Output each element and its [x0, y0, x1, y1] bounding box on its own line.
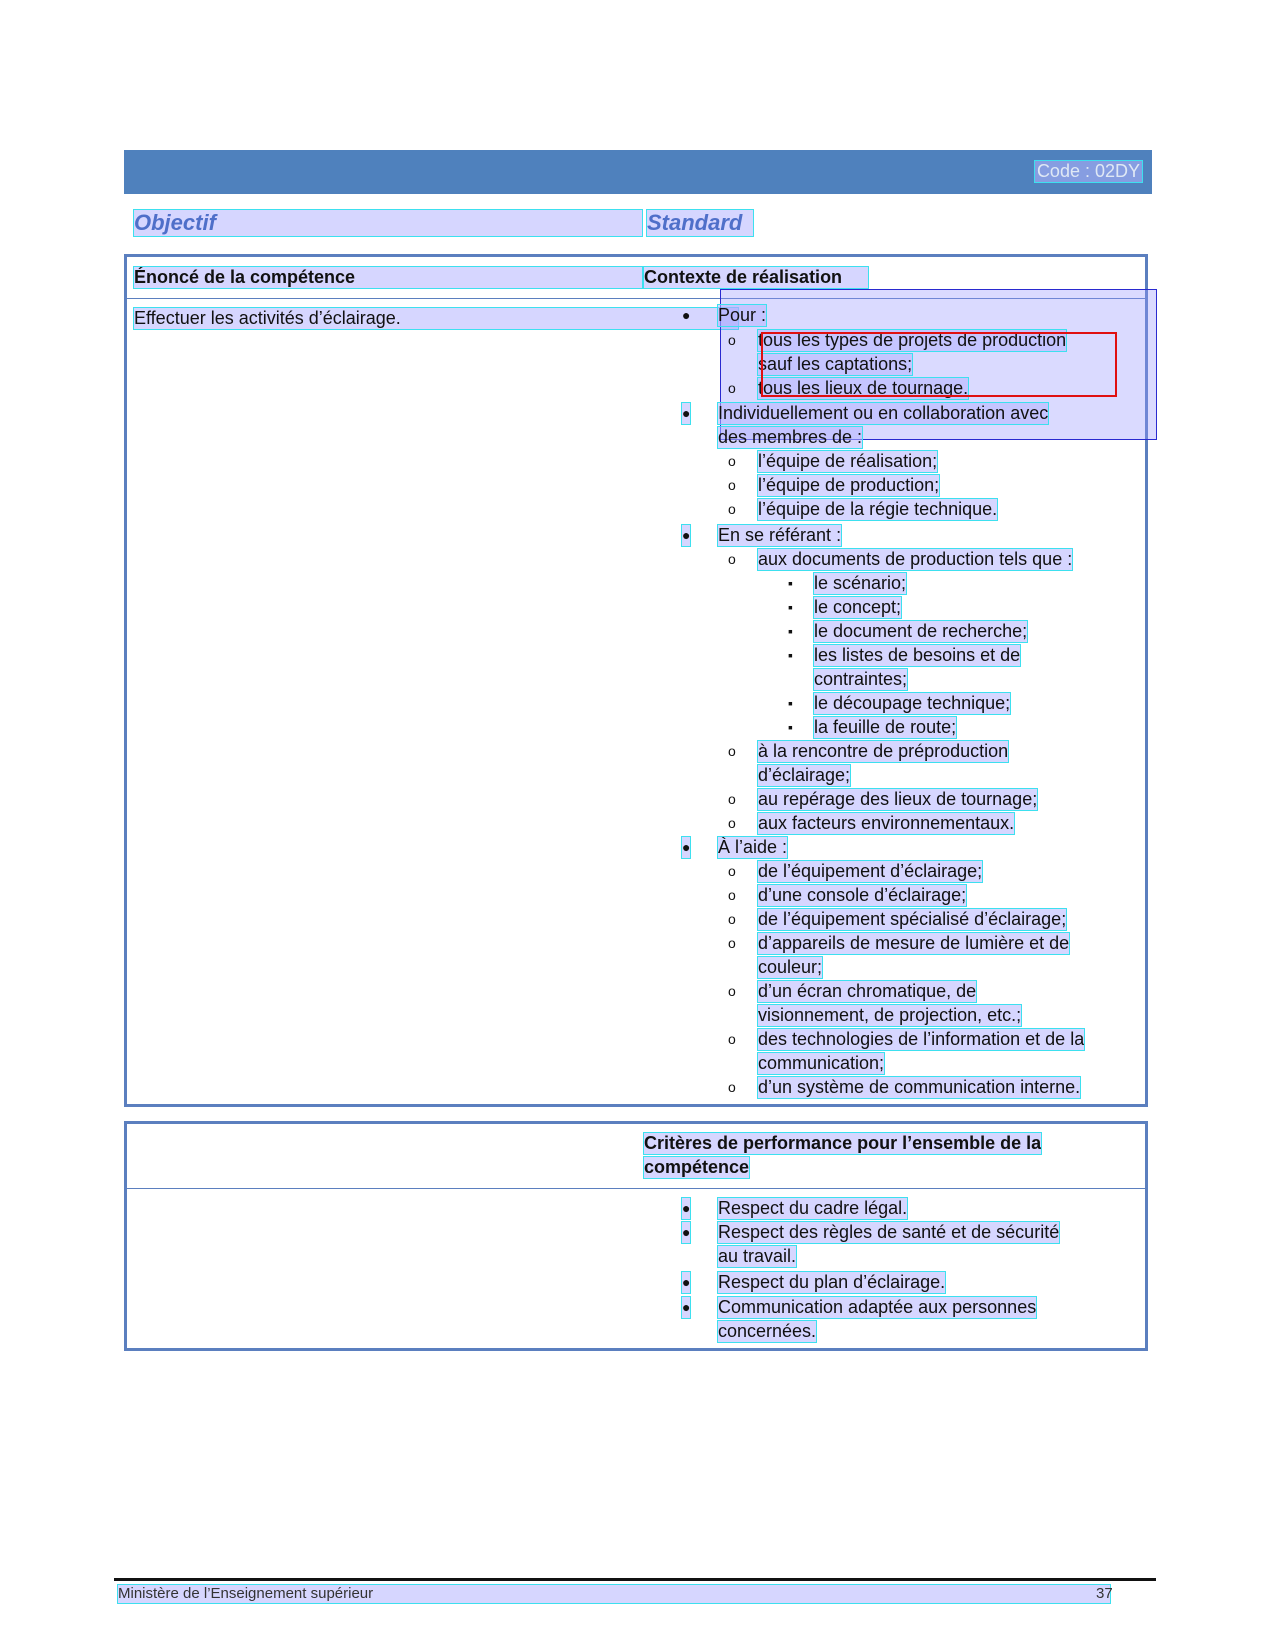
list-item: l’équipe de réalisation; — [758, 451, 938, 471]
circle-bullet-icon: o — [728, 815, 736, 831]
list-item: aux documents de production tels que : — [758, 549, 1073, 569]
list-item: le concept; — [814, 597, 902, 617]
objective-label: Objectif — [134, 210, 642, 236]
header-bar — [124, 150, 1152, 194]
list-item: d’un système de communication interne. — [758, 1077, 1081, 1097]
col1-header: Énoncé de la compétence — [134, 267, 642, 288]
bullet-icon: ● — [682, 307, 691, 323]
list-item: l’équipe de production; — [758, 475, 940, 495]
footer-rule — [114, 1578, 1156, 1581]
list-item: concernées. — [718, 1321, 817, 1341]
list-item: des technologies de l’information et de la — [758, 1029, 1085, 1049]
list-item: l’équipe de la régie technique. — [758, 499, 998, 519]
bullet-icon: ● — [682, 837, 690, 858]
circle-bullet-icon: o — [728, 863, 736, 879]
highlight-box — [761, 332, 1117, 397]
competence-statement: Effectuer les activités d’éclairage. — [134, 308, 738, 329]
list-item: de l’équipement d’éclairage; — [758, 861, 983, 881]
col2-header: Contexte de réalisation — [644, 267, 868, 288]
table-header-divider — [127, 1188, 1145, 1189]
bullet-icon: ● — [682, 1297, 690, 1318]
list-item: couleur; — [758, 957, 823, 977]
list-item: Respect du plan d’éclairage. — [718, 1272, 946, 1292]
circle-bullet-icon: o — [728, 791, 736, 807]
circle-bullet-icon: o — [728, 983, 736, 999]
circle-bullet-icon: o — [728, 453, 736, 469]
circle-bullet-icon: o — [728, 1031, 736, 1047]
list-item: d’une console d’éclairage; — [758, 885, 967, 905]
circle-bullet-icon: o — [728, 743, 736, 759]
list-item: d’un écran chromatique, de — [758, 981, 977, 1001]
list-item: tous les lieux de tournage. — [758, 378, 969, 398]
square-bullet-icon: ▪ — [788, 623, 793, 639]
page-number: 37 — [1096, 1585, 1113, 1602]
list-item: les listes de besoins et de — [814, 645, 1021, 665]
bullet-icon: ● — [682, 1222, 690, 1243]
circle-bullet-icon: o — [728, 911, 736, 927]
list-item: sauf les captations; — [758, 354, 913, 374]
circle-bullet-icon: o — [728, 380, 736, 396]
list-item: tous les types de projets de production — [758, 330, 1067, 350]
circle-bullet-icon: o — [728, 477, 736, 493]
list-item: À l’aide : — [718, 837, 788, 857]
square-bullet-icon: ▪ — [788, 599, 793, 615]
square-bullet-icon: ▪ — [788, 575, 793, 591]
list-item: d’appareils de mesure de lumière et de — [758, 933, 1070, 953]
bullet-icon: ● — [682, 1198, 690, 1219]
standard-label: Standard — [647, 210, 753, 236]
list-item: au repérage des lieux de tournage; — [758, 789, 1038, 809]
list-item: d’éclairage; — [758, 765, 851, 785]
circle-bullet-icon: o — [728, 501, 736, 517]
list-item: Individuellement ou en collaboration avec — [718, 403, 1049, 423]
list-item: communication; — [758, 1053, 885, 1073]
ministry-text: Ministère de l’Enseignement supérieur — [118, 1585, 374, 1602]
circle-bullet-icon: o — [728, 1079, 736, 1095]
square-bullet-icon: ▪ — [788, 647, 793, 663]
list-item: des membres de : — [718, 427, 863, 447]
list-item: visionnement, de projection, etc.; — [758, 1005, 1022, 1025]
criteria-header: compétence — [644, 1157, 750, 1177]
criteria-header: Critères de performance pour l’ensemble de la — [644, 1133, 1042, 1153]
circle-bullet-icon: o — [728, 935, 736, 951]
code-label: Code : 02DY — [1036, 161, 1140, 181]
circle-bullet-icon: o — [728, 887, 736, 903]
bullet-icon: ● — [682, 525, 690, 546]
circle-bullet-icon: o — [728, 332, 736, 348]
list-item: à la rencontre de préproduction — [758, 741, 1009, 761]
list-item: Respect des règles de santé et de sécurité — [718, 1222, 1060, 1242]
bullet-icon: ● — [682, 1272, 690, 1293]
list-item: le découpage technique; — [814, 693, 1011, 713]
list-item: au travail. — [718, 1246, 797, 1266]
list-item: En se référant : — [718, 525, 842, 545]
circle-bullet-icon: o — [728, 551, 736, 567]
list-item: le scénario; — [814, 573, 907, 593]
list-item: de l’équipement spécialisé d’éclairage; — [758, 909, 1067, 929]
list-item: Communication adaptée aux personnes — [718, 1297, 1037, 1317]
list-item: contraintes; — [814, 669, 908, 689]
list-item: Pour : — [718, 305, 767, 325]
square-bullet-icon: ▪ — [788, 695, 793, 711]
list-item: la feuille de route; — [814, 717, 957, 737]
square-bullet-icon: ▪ — [788, 719, 793, 735]
list-item: aux facteurs environnementaux. — [758, 813, 1015, 833]
footer-ministry — [118, 1585, 1110, 1603]
list-item: Respect du cadre légal. — [718, 1198, 908, 1218]
list-item: le document de recherche; — [814, 621, 1028, 641]
bullet-icon: ● — [682, 403, 690, 424]
